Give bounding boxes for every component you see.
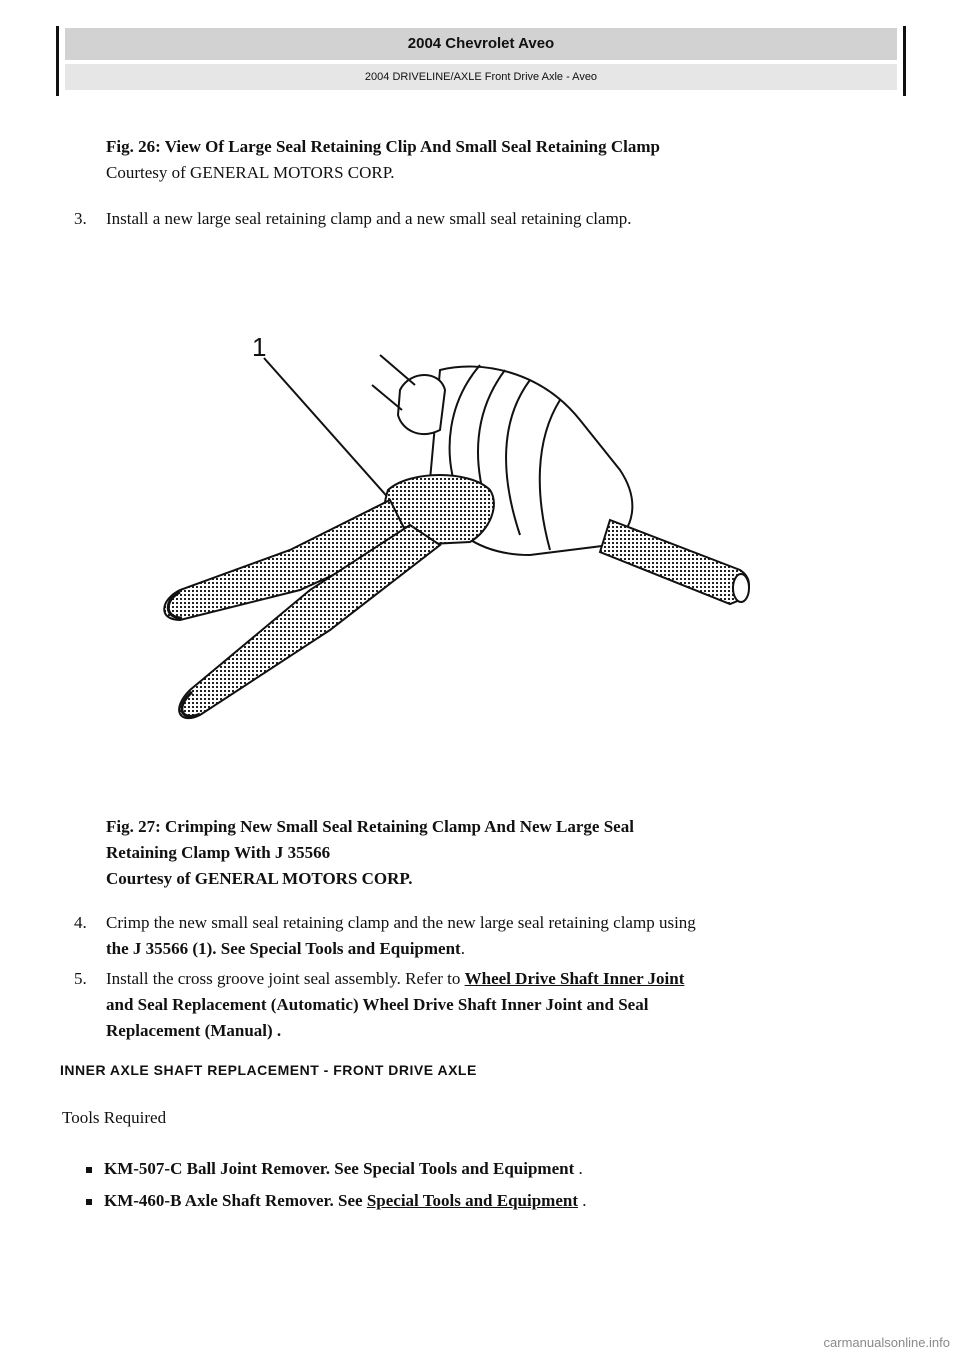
step-text: Install a new large seal retaining clamp and a new small seal retaining clamp. xyxy=(106,209,632,228)
fig27-caption xyxy=(106,814,634,892)
document-header xyxy=(56,26,906,96)
tool-text-tail: . xyxy=(574,1159,583,1178)
tool-item xyxy=(86,1188,587,1214)
splined-shaft xyxy=(600,520,749,604)
tool-text-tail: . xyxy=(578,1191,587,1210)
fig26-courtesy: Courtesy of GENERAL MOTORS CORP. xyxy=(106,163,395,182)
step-4 xyxy=(70,910,900,962)
site-watermark: carmanualsonline.info xyxy=(823,1335,950,1350)
fig27-title-line2: Retaining Clamp With J 35566 xyxy=(106,843,331,862)
step-text: Install the cross groove joint seal assembly. Refer to xyxy=(106,969,465,988)
step-number: 3. xyxy=(74,209,87,228)
fig26-caption xyxy=(106,134,660,186)
inner-joint-link[interactable]: Wheel Drive Shaft Inner Joint xyxy=(464,969,685,988)
tools-required-label: Tools Required xyxy=(62,1108,167,1127)
tool-text: KM-460-B Axle Shaft Remover. See xyxy=(104,1191,367,1210)
callout-leader xyxy=(264,358,392,502)
step-text: Crimp the new small seal retaining clamp and the new large seal retaining clamp using xyxy=(106,913,696,932)
fig26-title: Fig. 26: View Of Large Seal Retaining Clip And Small Seal Retaining Clamp xyxy=(106,137,660,156)
bullet-icon xyxy=(86,1167,92,1173)
tool-text: KM-507-C Ball Joint Remover. See xyxy=(104,1159,364,1178)
special-tools-link[interactable]: Special Tools and Equipment xyxy=(249,939,461,958)
tool-item xyxy=(86,1156,583,1182)
special-tools-link[interactable]: Special Tools and Equipment xyxy=(363,1159,575,1178)
step-text-line2: the J 35566 (1). See xyxy=(106,939,250,958)
step-3 xyxy=(70,206,900,232)
crimping-tool-illustration xyxy=(140,330,780,740)
callout-number: 1 xyxy=(252,332,267,362)
step-text-tail: . xyxy=(460,939,465,958)
step-text-line3[interactable]: Replacement (Manual) . xyxy=(106,1021,282,1040)
vehicle-title: 2004 Chevrolet Aveo xyxy=(65,28,897,60)
fig27-courtesy: Courtesy of GENERAL MOTORS CORP. xyxy=(106,869,413,888)
step-number: 4. xyxy=(74,913,87,932)
section-subtitle: 2004 DRIVELINE/AXLE Front Drive Axle - Aveo xyxy=(65,64,897,90)
special-tools-link[interactable]: Special Tools and Equipment xyxy=(366,1191,578,1210)
bullet-icon xyxy=(86,1199,92,1205)
section-heading: INNER AXLE SHAFT REPLACEMENT - FRONT DRIVE AXLE xyxy=(60,1062,477,1078)
step-number: 5. xyxy=(74,969,87,988)
step-5 xyxy=(70,966,900,1044)
fig27-title-line1: Fig. 27: Crimping New Small Seal Retaining Clamp And New Large Seal xyxy=(106,817,634,836)
crimping-tool-drawing xyxy=(140,330,780,740)
step-text-line2[interactable]: and Seal Replacement (Automatic) Wheel Drive Shaft Inner Joint and Seal xyxy=(106,995,649,1014)
